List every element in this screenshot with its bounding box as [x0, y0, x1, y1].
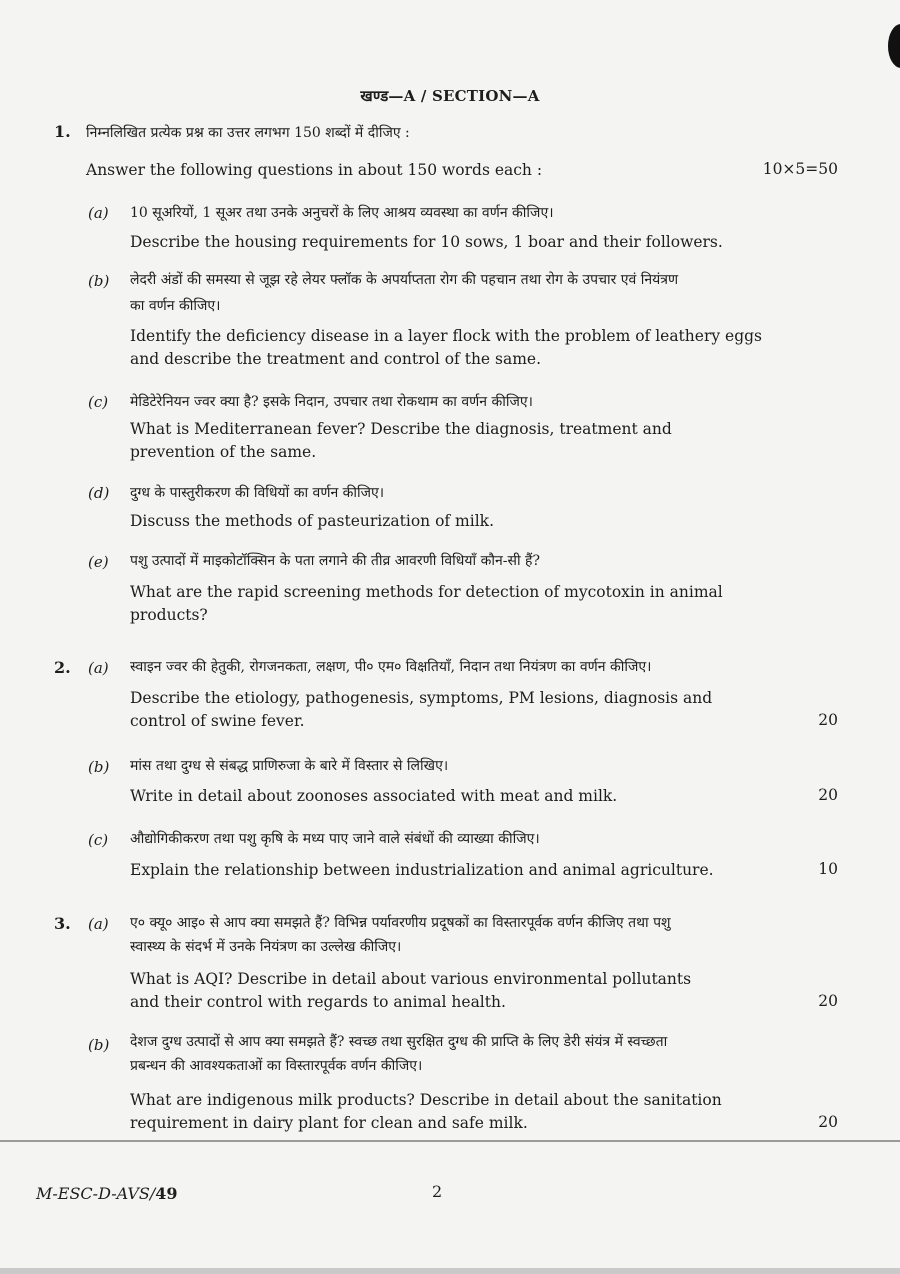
q3b-marks: 20 — [818, 1113, 838, 1131]
part-label: (b) — [88, 1036, 110, 1054]
page-number: 2 — [432, 1182, 443, 1201]
question-number: 1. — [54, 122, 71, 141]
paper-code — [36, 1184, 178, 1203]
q1e-hindi: पशु उत्पादों में माइकोटॉक्सिन के पता लगाने की तीव्र आवरणी विधियाँ कौन-सी हैं? — [130, 553, 540, 569]
q3b-english-1: What are indigenous milk products? Describe in detail about the sanitation — [130, 1091, 722, 1109]
q2b-english: Write in detail about zoonoses associated with meat and milk. — [130, 787, 618, 805]
q2c-hindi: औद्योगिकीकरण तथा पशु कृषि के मध्य पाए जाने वाले संबंधों की व्याख्या कीजिए। — [130, 831, 540, 847]
q3b-hindi-1: देशज दुग्ध उत्पादों से आप क्या समझते हैं? स्वच्छ तथा सुरक्षित दुग्ध की प्राप्ति के लिए डेरी संयंत्र में स्वच्छता — [130, 1034, 668, 1050]
part-label: (a) — [88, 915, 109, 933]
q1a-english: Describe the housing requirements for 10 sows, 1 boar and their followers. — [130, 233, 723, 251]
q2a-english-1: Describe the etiology, pathogenesis, symptoms, PM lesions, diagnosis and — [130, 689, 713, 707]
question-number: 2. — [54, 658, 71, 677]
q3a-english-2: and their control with regards to animal health. — [130, 993, 506, 1011]
q1-instruction-hindi: निम्नलिखित प्रत्येक प्रश्न का उत्तर लगभग 150 शब्दों में दीजिए : — [86, 125, 410, 141]
q1-instruction-english: Answer the following questions in about 150 words each : — [86, 161, 543, 179]
paper-code-text: M-ESC-D-AVS/ — [36, 1184, 156, 1203]
footer-divider — [0, 1140, 900, 1142]
part-label: (b) — [88, 758, 110, 776]
q1e-english-1: What are the rapid screening methods for detection of mycotoxin in animal — [130, 583, 723, 601]
q1d-hindi: दुग्ध के पास्तुरीकरण की विधियों का वर्णन कीजिए। — [130, 485, 385, 501]
q1-marks: 10×5=50 — [762, 160, 838, 178]
q1b-english-2: and describe the treatment and control of the same. — [130, 350, 542, 368]
q2c-english: Explain the relationship between industrialization and animal agriculture. — [130, 861, 714, 879]
q1a-hindi: 10 सूअरियों, 1 सूअर तथा उनके अनुचरों के लिए आश्रय व्यवस्था का वर्णन कीजिए। — [130, 205, 554, 221]
q1b-english-1: Identify the deficiency disease in a layer flock with the problem of leathery eggs — [130, 327, 763, 345]
q2a-marks: 20 — [818, 711, 838, 729]
paper-code-number: 49 — [155, 1184, 178, 1203]
q3a-hindi-2: स्वास्थ्य के संदर्भ में उनके नियंत्रण का उल्लेख कीजिए। — [130, 939, 402, 955]
binding-mark — [888, 24, 900, 68]
part-label: (e) — [88, 553, 109, 571]
q2b-marks: 20 — [818, 786, 838, 804]
part-label: (b) — [88, 272, 110, 290]
q1e-english-2: products? — [130, 606, 208, 624]
q2b-hindi: मांस तथा दुग्ध से संबद्ध प्राणिरुजा के बारे में विस्तार से लिखिए। — [130, 758, 449, 774]
q3a-hindi-1: ए० क्यू० आइ० से आप क्या समझते हैं? विभिन्न पर्यावरणीय प्रदूषकों का विस्तारपूर्वक वर्णन कीजिए तथा पशु — [130, 915, 671, 931]
q1b-hindi-2: का वर्णन कीजिए। — [130, 298, 221, 314]
q3a-marks: 20 — [818, 992, 838, 1010]
section-title: खण्ड—A / SECTION—A — [360, 87, 540, 105]
q1c-english-1: What is Mediterranean fever? Describe the diagnosis, treatment and — [130, 420, 672, 438]
part-label: (a) — [88, 659, 109, 677]
page-bottom-edge — [0, 1268, 900, 1274]
q1b-hindi-1: लेदरी अंडों की समस्या से जूझ रहे लेयर फ्लॉक के अपर्याप्तता रोग की पहचान तथा रोग के उपचार एवं नियंत्रण — [130, 272, 679, 288]
part-label: (c) — [88, 831, 109, 849]
q1d-english: Discuss the methods of pasteurization of milk. — [130, 512, 494, 530]
q2a-hindi: स्वाइन ज्वर की हेतुकी, रोगजनकता, लक्षण, पी० एम० विक्षतियाँ, निदान तथा नियंत्रण का वर्णन कीजिए। — [130, 659, 652, 675]
q3b-hindi-2: प्रबन्धन की आवश्यकताओं का विस्तारपूर्वक वर्णन कीजिए। — [130, 1058, 423, 1074]
part-label: (a) — [88, 204, 109, 222]
q3b-english-2: requirement in dairy plant for clean and safe milk. — [130, 1114, 528, 1132]
question-number: 3. — [54, 914, 71, 933]
q3a-english-1: What is AQI? Describe in detail about various environmental pollutants — [130, 970, 692, 988]
q1c-english-2: prevention of the same. — [130, 443, 317, 461]
part-label: (c) — [88, 393, 109, 411]
q2c-marks: 10 — [818, 860, 838, 878]
q2a-english-2: control of swine fever. — [130, 712, 305, 730]
part-label: (d) — [88, 484, 110, 502]
q1c-hindi: मेडिटेरेनियन ज्वर क्या है? इसके निदान, उपचार तथा रोकथाम का वर्णन कीजिए। — [130, 394, 533, 410]
